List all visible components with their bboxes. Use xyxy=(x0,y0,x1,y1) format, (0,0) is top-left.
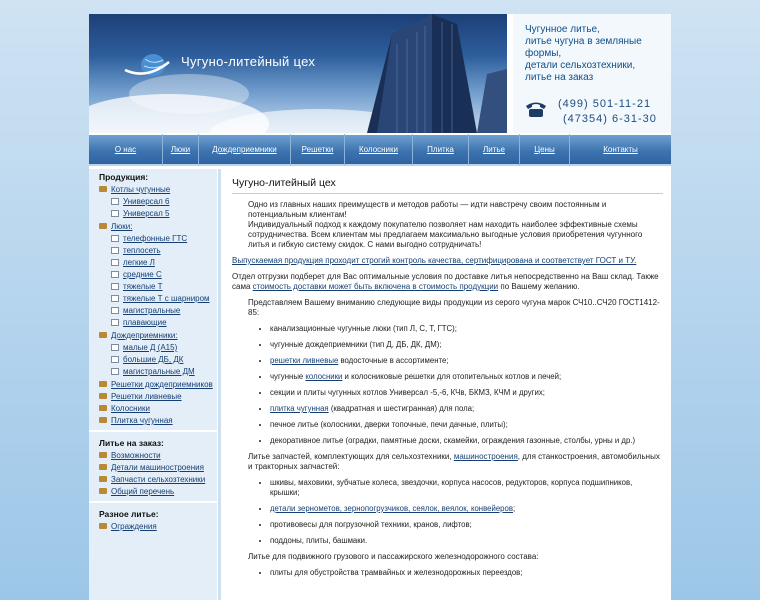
sidebar-item[interactable] xyxy=(89,462,217,473)
sidebar-subitem[interactable] xyxy=(89,234,217,244)
text: Индивидуальный подход к каждому покупателю позволяет нам находить наиболее эффективные схемы сотрудничества. Всем клиентам мы предлагаем максимально выгодные условия приобретения чугунного литья и гибкую систему скидок. С нами выгодно сотрудничать! xyxy=(248,220,643,249)
nav-prices[interactable]: Цены xyxy=(520,134,570,165)
nav-contacts[interactable]: Контакты xyxy=(603,145,638,154)
tagline-line: формы, xyxy=(525,48,562,59)
list-item: • печное литье (колосники, дверки топочные, печи дачные, плиты); xyxy=(270,420,663,430)
page-icon xyxy=(111,319,119,326)
skyscraper-image xyxy=(337,14,507,133)
sidebar-link[interactable]: Запчасти сельхозтехники xyxy=(111,475,206,484)
main-nav xyxy=(89,135,671,166)
list-item: • канализационные чугунные люки (тип Л, С, Т, ГТС); xyxy=(270,324,663,334)
sidebar-link[interactable]: Ограждения xyxy=(111,522,157,531)
sidebar xyxy=(89,169,217,600)
divider xyxy=(89,430,217,432)
sidebar-item[interactable] xyxy=(89,486,217,497)
sidebar-misc-heading: Разное литье: xyxy=(99,509,159,519)
sidebar-link[interactable]: Колосники xyxy=(111,404,150,413)
nav-casting[interactable]: Литье xyxy=(469,134,520,165)
sidebar-subitem[interactable] xyxy=(89,294,217,304)
folder-icon xyxy=(99,393,107,399)
folder-icon xyxy=(99,223,107,229)
sidebar-link[interactable]: Возможности xyxy=(111,451,161,460)
list-item: • детали зернометов, зернопогрузчиков, сеялок, веялок, конвейеров; xyxy=(270,504,663,514)
tagline-line: Чугунное литье, xyxy=(525,24,600,35)
sidebar-subitem[interactable] xyxy=(89,306,217,316)
machinery-link[interactable]: машиностроения xyxy=(453,452,518,461)
sidebar-subitem[interactable] xyxy=(89,270,217,280)
list-item: • поддоны, плиты, башмаки. xyxy=(270,536,663,546)
sidebar-link[interactable]: большие ДБ, ДК xyxy=(123,355,184,364)
quality-link[interactable]: Выпускаемая продукция проходит строгий контроль качества, сертифицирована и соответствует ГОСТ и ТУ. xyxy=(232,256,637,265)
column-divider xyxy=(218,169,221,600)
phone-icon xyxy=(525,100,547,118)
globe-logo-icon xyxy=(123,52,171,78)
page-icon xyxy=(111,356,119,363)
sidebar-subitem[interactable] xyxy=(89,282,217,292)
sidebar-subitem[interactable] xyxy=(89,197,217,207)
sidebar-subitem[interactable] xyxy=(89,343,217,353)
sidebar-products-heading: Продукция: xyxy=(99,172,149,182)
intro-paragraph xyxy=(232,200,663,250)
sidebar-link[interactable]: средние С xyxy=(123,270,162,279)
list-item: • противовесы для погрузочной техники, кранов, лифтов; xyxy=(270,520,663,530)
page-icon xyxy=(111,368,119,375)
sidebar-item[interactable] xyxy=(89,474,217,485)
page-icon xyxy=(111,259,119,266)
list-item: • шкивы, маховики, зубчатые колеса, звездочки, корпуса насосов, редукторов, корпуса подшипников, крышки; xyxy=(270,478,663,498)
list-item: • секции и плиты чугунных котлов Универсал -5,-6, КЧв, БКМЗ, КЧМ и других; xyxy=(270,388,663,398)
list-item: • чугунные дождеприемники (тип Д, ДБ, ДК, ДМ); xyxy=(270,340,663,350)
railway-list xyxy=(232,568,663,578)
sidebar-item[interactable] xyxy=(89,415,217,426)
sidebar-link[interactable]: Решетки дождеприемников xyxy=(111,380,213,389)
folder-icon xyxy=(99,381,107,387)
folder-icon xyxy=(99,417,107,423)
folder-icon xyxy=(99,464,107,470)
sidebar-subitem[interactable] xyxy=(89,209,217,219)
delivery-link[interactable]: стоимость доставки может быть включена в стоимость продукции xyxy=(252,282,499,291)
folder-icon xyxy=(99,186,107,192)
page-icon xyxy=(111,307,119,314)
sidebar-order-heading: Литье на заказ: xyxy=(99,438,164,448)
sidebar-link[interactable]: легкие Л xyxy=(123,258,155,267)
page-title: Чугуно-литейный цех xyxy=(232,177,663,194)
sidebar-link[interactable]: телефонные ГТС xyxy=(123,234,188,243)
products-list xyxy=(232,324,663,446)
main-content xyxy=(224,169,671,600)
folder-icon xyxy=(99,332,107,338)
sidebar-item-hatches[interactable] xyxy=(89,221,217,232)
parts-list xyxy=(232,478,663,546)
page-icon xyxy=(111,235,119,242)
page-wrapper xyxy=(89,14,671,600)
sidebar-subitem[interactable] xyxy=(89,246,217,256)
list-item: • декоративное литье (оградки, памятные доски, скамейки, ограждения газонные, столбы, урны и др.) xyxy=(270,436,663,446)
sidebar-link[interactable]: магистральные xyxy=(123,306,181,315)
sidebar-link[interactable]: Люки: xyxy=(111,222,133,231)
sidebar-link[interactable]: тяжелые Т xyxy=(123,282,163,291)
sidebar-item[interactable] xyxy=(89,521,217,532)
text: Одно из главных наших преимуществ и методов работы — идти навстречу своим постоянным и потенциальным клиентам! xyxy=(248,200,607,219)
folder-icon xyxy=(99,405,107,411)
delivery-paragraph xyxy=(232,272,663,292)
sidebar-link[interactable]: теплосеть xyxy=(123,246,161,255)
list-link[interactable]: колосники xyxy=(305,372,343,381)
sidebar-link[interactable]: Дождеприемники: xyxy=(111,331,178,340)
text: Литье запчастей, комплектующих для сельхозтехники, xyxy=(248,452,452,461)
sidebar-link[interactable]: тяжелые Т с шарниром xyxy=(123,294,210,303)
sidebar-link[interactable]: малые Д (А15) xyxy=(123,343,178,352)
page-icon xyxy=(111,247,119,254)
products-intro: Представляем Вашему вниманию следующие виды продукции из серого чугуна марок СЧ10..СЧ20 ГОСТ1412-85: xyxy=(248,298,660,317)
text: , для станкостроения, автомобильных и тракторных запчастей: xyxy=(248,452,660,471)
sidebar-link[interactable]: Котлы чугунные xyxy=(111,185,171,194)
sidebar-link[interactable]: магистральные ДМ xyxy=(123,367,195,376)
nav-tiles[interactable]: Плитка xyxy=(413,134,469,165)
phone-number-secondary: (47354) 6-31-30 xyxy=(563,113,657,125)
phone-number: (499) 501-11-21 xyxy=(558,98,652,110)
divider xyxy=(89,501,217,503)
sidebar-link[interactable]: Решетки ливневые xyxy=(111,392,182,401)
header-banner xyxy=(89,14,507,133)
text: по Вашему желанию. xyxy=(500,282,580,291)
list-item: • плиты для обустройства трамвайных и железнодорожных переездов; xyxy=(270,568,663,578)
page-icon xyxy=(111,198,119,205)
sidebar-item[interactable] xyxy=(89,403,217,414)
folder-icon xyxy=(99,488,107,494)
sidebar-item-drains[interactable] xyxy=(89,330,217,341)
folder-icon xyxy=(99,523,107,529)
tagline xyxy=(525,24,665,84)
sidebar-link[interactable]: Универсал 5 xyxy=(123,209,170,218)
page-icon xyxy=(111,295,119,302)
text: Отдел отгрузки подберет для Вас оптимальные условия по доставке литья непосредственно на Ваш склад. Также сама xyxy=(232,272,659,291)
page-icon xyxy=(111,271,119,278)
sidebar-subitem[interactable] xyxy=(89,367,217,377)
folder-icon xyxy=(99,452,107,458)
sidebar-link[interactable]: плавающие xyxy=(123,318,167,327)
sidebar-subitem[interactable] xyxy=(89,258,217,268)
page-icon xyxy=(111,210,119,217)
list-item: • плитка чугунная (квадратная и шестигранная) для пола; xyxy=(270,404,663,414)
list-link[interactable]: плитка чугунная xyxy=(270,404,329,413)
page-icon xyxy=(111,283,119,290)
nav-drains[interactable]: Дождеприемники xyxy=(199,134,291,165)
sidebar-link[interactable]: Плитка чугунная xyxy=(111,416,173,425)
sidebar-subitem[interactable] xyxy=(89,318,217,328)
sidebar-link[interactable]: Общий перечень xyxy=(111,487,175,496)
page-icon xyxy=(111,344,119,351)
sidebar-subitem[interactable] xyxy=(89,355,217,365)
list-link[interactable]: решетки ливневые xyxy=(270,356,339,365)
folder-icon xyxy=(99,476,107,482)
nav-grate-bars[interactable]: Колосники xyxy=(345,134,413,165)
tagline-line: литье чугуна в земляные xyxy=(525,36,642,47)
site-title: Чугуно-литейный цех xyxy=(181,54,316,69)
tagline-line: литье на заказ xyxy=(525,72,594,83)
parts-intro xyxy=(232,452,663,472)
nav-about[interactable]: О нас xyxy=(89,134,163,165)
sidebar-item[interactable] xyxy=(89,379,217,390)
tagline-line: детали сельхозтехники, xyxy=(525,60,636,71)
railway-intro: Литье для подвижного грузового и пассажирского железнодорожного состава: xyxy=(248,552,539,561)
list-item: • решетки ливневые водосточные в ассортименте; xyxy=(270,356,663,366)
sidebar-item[interactable] xyxy=(89,450,217,461)
list-link[interactable]: детали зернометов, зернопогрузчиков, сеялок, веялок, конвейеров xyxy=(270,504,513,513)
nav-grates[interactable]: Решетки xyxy=(291,134,345,165)
list-item: • чугунные колосники и колосниковые решетки для отопительных котлов и печей; xyxy=(270,372,663,382)
sidebar-link[interactable]: Универсал 6 xyxy=(123,197,170,206)
sidebar-item[interactable] xyxy=(89,391,217,402)
contact-box xyxy=(511,14,671,133)
sidebar-link[interactable]: Детали машиностроения xyxy=(111,463,204,472)
nav-hatches[interactable]: Люки xyxy=(163,134,199,165)
quality-paragraph xyxy=(232,256,663,266)
sidebar-item-boilers[interactable] xyxy=(89,184,217,195)
